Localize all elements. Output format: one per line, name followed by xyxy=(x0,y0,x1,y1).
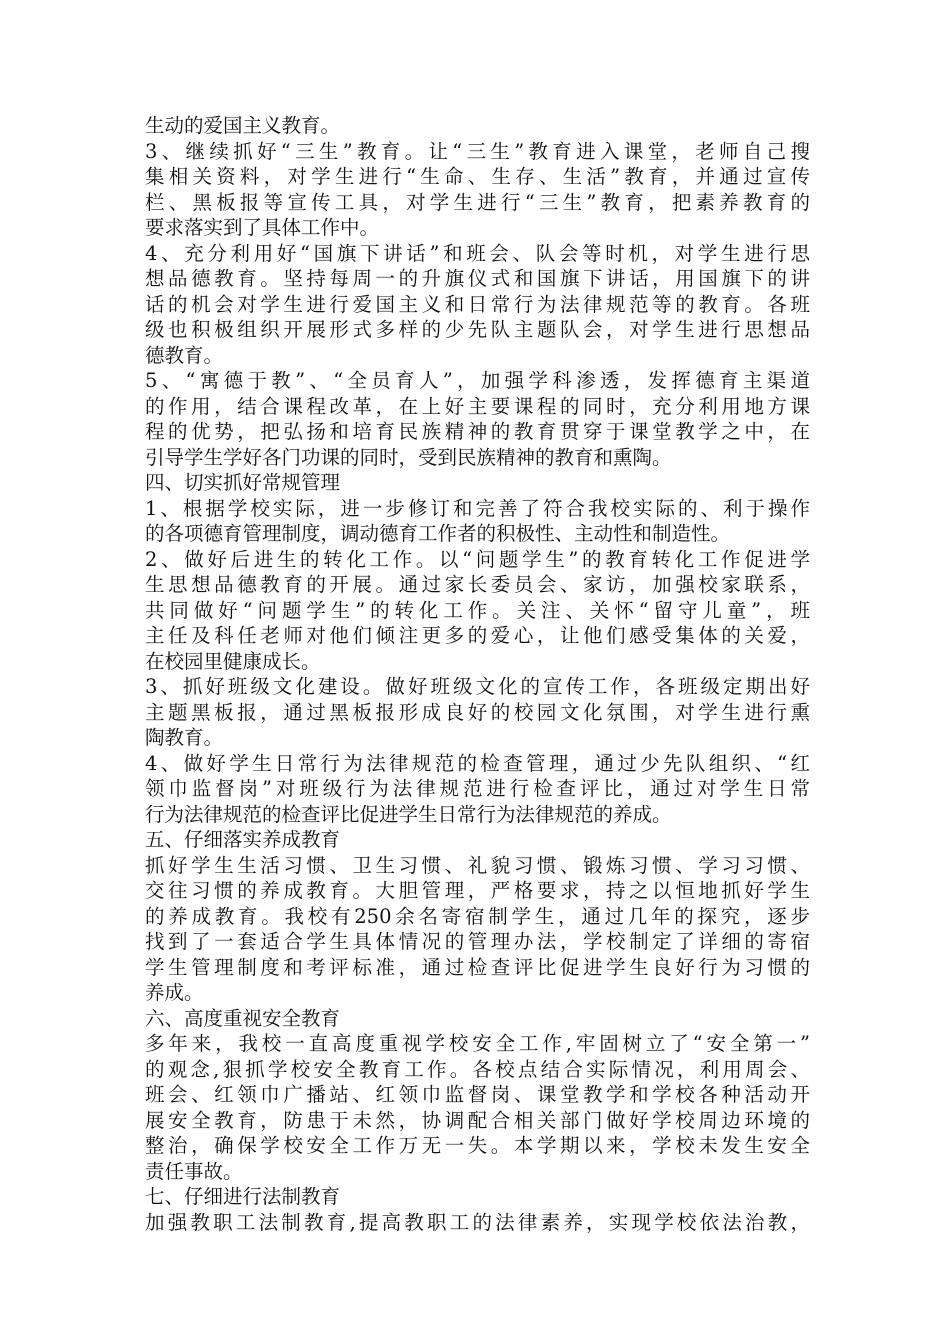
text-line: 的各项德育管理制度，调动德育工作者的积极性、主动性和制造性。 xyxy=(145,522,731,545)
text-line: 学生管理制度和考评标准，通过检查评比促进学生良好行为习惯的 xyxy=(145,955,810,979)
text-line: 抓好学生生活习惯、卫生习惯、礼貌习惯、锻炼习惯、学习习惯、 xyxy=(145,853,810,877)
text-line: 养成。 xyxy=(145,981,204,1004)
text-line: 在校园里健康成长。 xyxy=(145,649,321,673)
text-line: 级也积极组织开展形式多样的少先队主题队会，对学生进行思想品 xyxy=(145,318,810,341)
text-line: 展安全教育，防患于未然，协调配合相关部门做好学校周边环境的 xyxy=(145,1108,810,1132)
text-line: 班会、红领巾广播站、红领巾监督岗、课堂教学和学校各种活动开 xyxy=(145,1083,810,1106)
text-line: 主任及科任老师对他们倾注更多的爱心，让他们感受集体的关爱， xyxy=(145,624,810,647)
text-line: 六、高度重视安全教育 xyxy=(145,1006,341,1030)
text-line: 的养成教育。我校有250余名寄宿制学生，通过几年的探究，逐步 xyxy=(145,904,810,928)
document-page xyxy=(145,113,810,1235)
text-line: 生思想品德教育的开展。通过家长委员会、家访，加强校家联系， xyxy=(145,573,810,596)
text-line: 的作用，结合课程改革，在上好主要课程的同时，充分利用地方课 xyxy=(145,394,810,418)
text-line: 多年来，我校一直高度重视学校安全工作,牢固树立了“安全第一” xyxy=(145,1032,810,1055)
text-line: 程的优势，把弘扬和培育民族精神的教育贯穿于课堂教学之中，在 xyxy=(145,420,810,443)
text-line: 5、“寓德于教”、“全员育人”，加强学科渗透，发挥德育主渠道 xyxy=(145,369,810,392)
text-line: 集相关资料，对学生进行“生命、生存、生活”教育，并通过宣传 xyxy=(145,165,810,188)
text-line: 找到了一套适合学生具体情况的管理办法，学校制定了详细的寄宿 xyxy=(145,930,810,953)
text-line: 4、充分利用好“国旗下讲话”和班会、队会等时机，对学生进行思 xyxy=(145,241,810,265)
text-line: 要求落实到了具体工作中。 xyxy=(145,216,380,239)
text-line: 整治，确保学校安全工作万无一失。本学期以来，学校未发生安全 xyxy=(145,1134,810,1157)
text-line: 行为法律规范的检查评比促进学生日常行为法律规范的养成。 xyxy=(145,802,672,826)
text-line: 4、做好学生日常行为法律规范的检查管理，通过少先队组织、“红 xyxy=(145,751,810,775)
text-line: 想品德教育。坚持每周一的升旗仪式和国旗下讲话，用国旗下的讲 xyxy=(145,267,810,290)
text-line: 领巾监督岗”对班级行为法律规范进行检查评比，通过对学生日常 xyxy=(145,777,810,800)
text-line: 陶教育。 xyxy=(145,726,224,749)
text-line: 2、做好后进生的转化工作。以“问题学生”的教育转化工作促进学 xyxy=(145,547,810,571)
text-line: 加强教职工法制教育,提高教职工的法律素养，实现学校依法治教， xyxy=(145,1210,810,1234)
text-line: 1、根据学校实际，进一步修订和完善了符合我校实际的、利于操作 xyxy=(145,496,810,520)
text-line: 话的机会对学生进行爱国主义和日常行为法律规范等的教育。各班 xyxy=(145,292,810,316)
text-line: 栏、黑板报等宣传工具，对学生进行“三生”教育，把素养教育的 xyxy=(145,190,810,214)
text-line: 生动的爱国主义教育。 xyxy=(145,114,341,137)
text-line: 共同做好“问题学生”的转化工作。关注、关怀“留守儿童”，班 xyxy=(145,598,810,622)
text-line: 德教育。 xyxy=(145,343,224,367)
text-line: 四、切实抓好常规管理 xyxy=(145,471,341,494)
text-line: 引导学生学好各门功课的同时，受到民族精神的教育和熏陶。 xyxy=(145,445,672,469)
text-line: 责任事故。 xyxy=(145,1159,243,1183)
text-line: 3、继续抓好“三生”教育。让“三生”教育进入课堂，老师自己搜 xyxy=(145,139,810,163)
text-line: 的观念,狠抓学校安全教育工作。各校点结合实际情况，利用周会、 xyxy=(145,1057,810,1081)
text-line: 主题黑板报，通过黑板报形成良好的校园文化氛围，对学生进行熏 xyxy=(145,700,810,724)
text-line: 七、仔细进行法制教育 xyxy=(145,1185,341,1208)
text-line: 交往习惯的养成教育。大胆管理，严格要求，持之以恒地抓好学生 xyxy=(145,879,810,902)
text-line: 五、仔细落实养成教育 xyxy=(145,828,341,851)
text-line: 3、抓好班级文化建设。做好班级文化的宣传工作，各班级定期出好 xyxy=(145,675,810,698)
